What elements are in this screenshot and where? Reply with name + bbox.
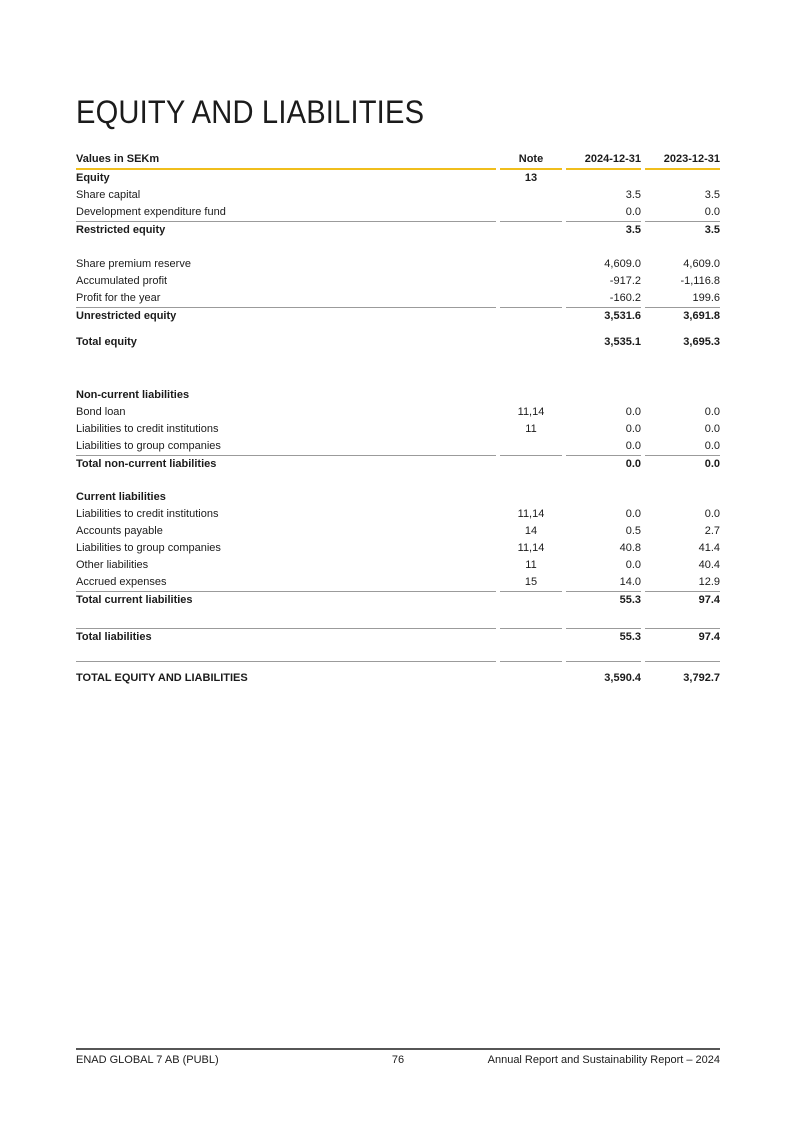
spacer-cell	[76, 325, 496, 334]
value-cell-2023	[645, 170, 720, 187]
spacer-cell	[645, 239, 720, 256]
page-footer	[76, 1048, 720, 1066]
footer-report-title: Annual Report and Sustainability Report – 2024	[487, 1054, 720, 1066]
footer-page-number: 76	[391, 1054, 405, 1066]
row-label: Development expenditure fund	[76, 204, 496, 222]
spacer-cell	[566, 325, 641, 334]
spacer-cell	[76, 646, 496, 662]
table-row	[76, 204, 720, 222]
spacer-cell	[645, 662, 720, 670]
row-label: Equity	[76, 172, 110, 184]
value-cell-2023: 3.5	[704, 189, 720, 201]
note-cell	[500, 438, 562, 456]
table-row	[76, 421, 720, 438]
value-cell-2024: 0.0	[625, 559, 641, 571]
spacer-cell	[645, 351, 720, 387]
note-cell: 11	[525, 559, 537, 571]
value-cell-2023: 0.0	[704, 423, 720, 435]
value-cell-2023: -1,116.8	[680, 275, 720, 287]
value-cell-2023: 41.4	[698, 542, 720, 554]
spacer-cell	[645, 473, 720, 489]
row-label: Bond loan	[76, 406, 126, 418]
value-cell-2024: 40.8	[619, 542, 641, 554]
value-cell-2024: 0.0	[625, 406, 641, 418]
row-label: Unrestricted equity	[76, 310, 177, 322]
column-header: Note	[500, 151, 562, 170]
row-label: TOTAL EQUITY AND LIABILITIES	[76, 672, 248, 684]
value-cell-2024: 0.0	[566, 438, 641, 456]
spacer-cell	[566, 609, 641, 629]
value-cell-2023: 3,792.7	[683, 672, 720, 684]
value-cell-2023: 0.0	[645, 438, 720, 456]
footer-inner	[76, 1054, 720, 1066]
note-cell	[500, 256, 562, 273]
value-cell-2023: 97.4	[698, 594, 720, 606]
spacer-row	[76, 662, 720, 670]
table-row	[76, 456, 720, 473]
value-cell-2024	[566, 170, 641, 187]
table-row	[76, 273, 720, 290]
row-label: Liabilities to group companies	[76, 438, 496, 456]
row-label: Liabilities to credit institutions	[76, 508, 219, 520]
table-row	[76, 540, 720, 557]
note-cell: 13	[524, 172, 538, 184]
value-cell-2024: 55.3	[619, 594, 641, 606]
value-cell-2024: 55.3	[619, 631, 641, 643]
note-cell: 11,14	[517, 542, 545, 554]
value-cell-2024: -917.2	[609, 275, 641, 287]
row-label: Share premium reserve	[76, 258, 191, 270]
row-label: Profit for the year	[76, 290, 496, 308]
table-row	[76, 670, 720, 687]
value-cell-2024: 0.0	[625, 508, 641, 520]
row-label: Other liabilities	[76, 559, 149, 571]
row-label: Current liabilities	[76, 491, 166, 503]
spacer-row	[76, 473, 720, 489]
value-cell-2024	[566, 387, 641, 404]
note-cell	[500, 273, 562, 290]
row-label: Liabilities to group companies	[76, 542, 221, 554]
note-cell	[500, 670, 562, 687]
row-label: Total non-current liabilities	[76, 458, 217, 470]
spacer-cell	[76, 662, 496, 670]
value-cell-2024: 0.0	[625, 423, 641, 435]
value-cell-2024: 3.5	[625, 224, 641, 236]
table-row	[76, 404, 720, 421]
table-row	[76, 629, 720, 646]
spacer-row	[76, 325, 720, 334]
table-row	[76, 438, 720, 456]
spacer-cell	[76, 609, 496, 629]
spacer-cell	[566, 662, 641, 670]
header-row	[76, 151, 720, 170]
spacer-cell	[76, 351, 496, 387]
spacer-cell	[500, 646, 562, 662]
note-cell: 11	[525, 423, 537, 435]
value-cell-2024: 0.0	[566, 204, 641, 222]
table-row	[76, 187, 720, 204]
value-cell-2023: 3.5	[704, 224, 720, 236]
value-cell-2024: 4,609.0	[604, 258, 641, 270]
spacer-cell	[500, 609, 562, 629]
value-cell-2024: 3.5	[625, 189, 641, 201]
footer-company-name: ENAD GLOBAL 7 AB (PUBL)	[76, 1054, 219, 1066]
value-cell-2024	[566, 489, 641, 506]
value-cell-2024: -160.2	[566, 290, 641, 308]
spacer-cell	[500, 473, 562, 489]
note-cell	[500, 334, 562, 351]
value-cell-2024: 0.0	[625, 458, 641, 470]
column-header: 2023-12-31	[645, 151, 720, 170]
note-cell	[500, 592, 562, 609]
value-cell-2024: 3,531.6	[604, 310, 641, 322]
value-cell-2023: 3,695.3	[683, 336, 720, 348]
value-cell-2023: 199.6	[645, 290, 720, 308]
note-cell: 14	[524, 525, 538, 537]
value-cell-2023: 12.9	[645, 574, 720, 592]
row-label: Total current liabilities	[76, 594, 193, 606]
value-cell-2024: 3,590.4	[604, 672, 641, 684]
table-row	[76, 557, 720, 574]
table-row	[76, 222, 720, 239]
spacer-row	[76, 646, 720, 662]
spacer-row	[76, 609, 720, 629]
value-cell-2023	[645, 387, 720, 404]
row-label: Restricted equity	[76, 224, 166, 236]
row-label: Accounts payable	[76, 525, 163, 537]
value-cell-2023	[645, 489, 720, 506]
note-cell: 11,14	[517, 406, 545, 418]
note-cell	[500, 629, 562, 646]
value-cell-2024: 14.0	[566, 574, 641, 592]
row-label: Total equity	[76, 336, 137, 348]
value-cell-2024: 3,535.1	[604, 336, 641, 348]
table-row	[76, 334, 720, 351]
table-row	[76, 308, 720, 325]
table-header	[76, 151, 720, 170]
note-cell	[500, 222, 562, 239]
table-row	[76, 489, 720, 506]
spacer-cell	[566, 646, 641, 662]
spacer-cell	[500, 662, 562, 670]
value-cell-2023: 4,609.0	[683, 258, 720, 270]
spacer-cell	[500, 239, 562, 256]
table-row	[76, 290, 720, 308]
value-cell-2024: 0.5	[625, 525, 641, 537]
note-cell: 15	[500, 574, 562, 592]
row-label: Liabilities to credit institutions	[76, 423, 219, 435]
row-label: Share capital	[76, 189, 141, 201]
value-cell-2023: 40.4	[698, 559, 720, 571]
value-cell-2023: 0.0	[704, 508, 720, 520]
row-label: Accrued expenses	[76, 574, 496, 592]
spacer-cell	[500, 325, 562, 334]
spacer-cell	[645, 646, 720, 662]
note-cell	[500, 489, 562, 506]
column-header: 2024-12-31	[566, 151, 641, 170]
row-label: Non-current liabilities	[76, 389, 190, 401]
page-title: EQUITY AND LIABILITIES	[76, 94, 425, 130]
note-cell	[500, 187, 562, 204]
spacer-cell	[76, 473, 496, 489]
row-label: Accumulated profit	[76, 275, 168, 287]
value-cell-2023: 0.0	[645, 204, 720, 222]
equity-liabilities-table	[72, 151, 724, 687]
table-row	[76, 170, 720, 187]
note-cell	[500, 387, 562, 404]
spacer-cell	[76, 239, 496, 256]
value-cell-2023: 2.7	[704, 525, 720, 537]
value-cell-2023: 3,691.8	[683, 310, 720, 322]
table-row	[76, 256, 720, 273]
table-row	[76, 592, 720, 609]
note-cell	[500, 456, 562, 473]
value-cell-2023: 0.0	[704, 406, 720, 418]
note-cell: 11,14	[517, 508, 545, 520]
spacer-cell	[566, 239, 641, 256]
value-cell-2023: 0.0	[704, 458, 720, 470]
table-body	[76, 170, 720, 687]
spacer-cell	[566, 351, 641, 387]
row-label: Total liabilities	[76, 631, 152, 643]
note-cell	[500, 308, 562, 325]
column-header: Values in SEKm	[76, 151, 496, 170]
spacer-cell	[500, 351, 562, 387]
spacer-row	[76, 351, 720, 387]
note-cell	[500, 204, 562, 222]
value-cell-2023: 97.4	[698, 631, 720, 643]
table-row	[76, 387, 720, 404]
table-row	[76, 506, 720, 523]
spacer-cell	[645, 325, 720, 334]
spacer-row	[76, 239, 720, 256]
table-row	[76, 574, 720, 592]
spacer-cell	[566, 473, 641, 489]
note-cell	[500, 290, 562, 308]
spacer-cell	[645, 609, 720, 629]
table-row	[76, 523, 720, 540]
